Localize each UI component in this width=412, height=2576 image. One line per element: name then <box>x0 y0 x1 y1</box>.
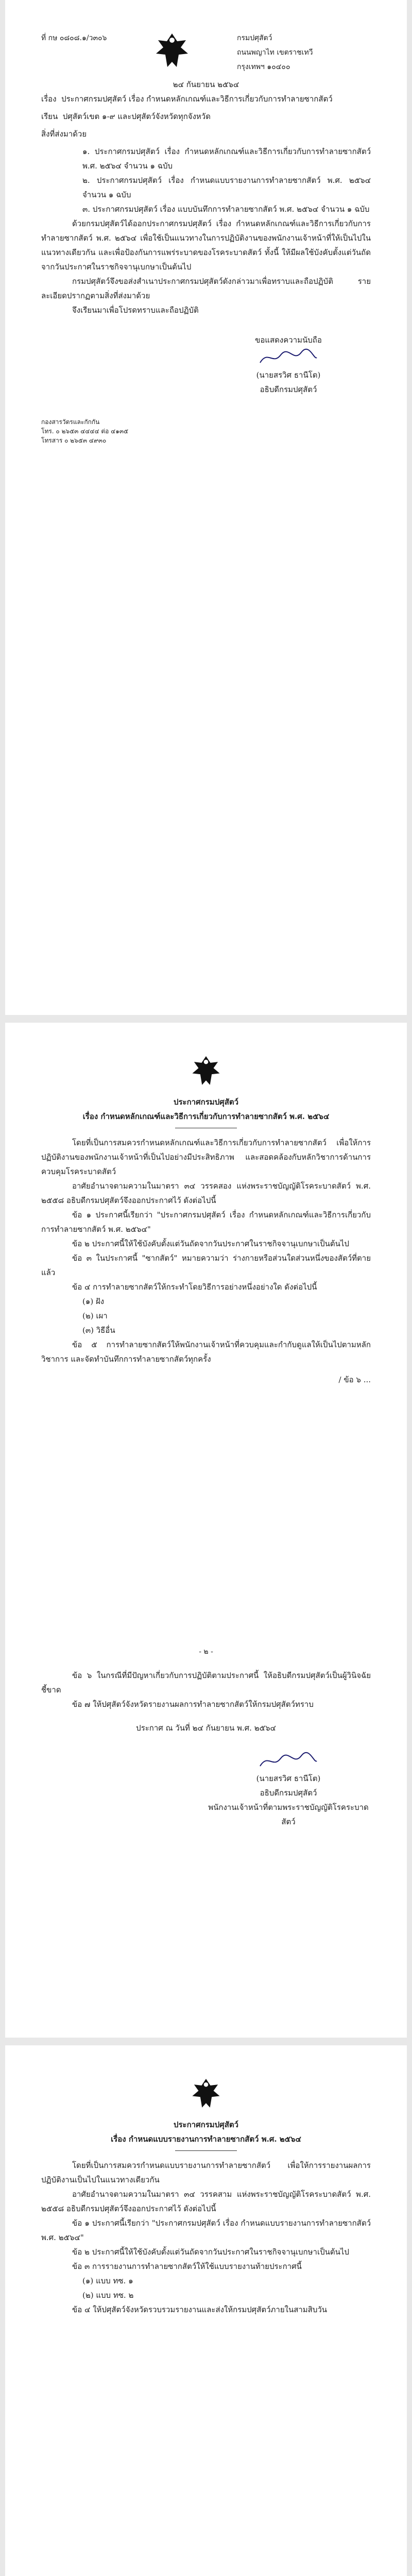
announcement-list-item: (๓) วิธีอื่น <box>82 1326 115 1335</box>
signer-name: (นายสรวิศ ธานีโต) <box>256 1774 321 1783</box>
signature-icon <box>258 347 319 368</box>
announcement-issuer: ประกาศกรมปศุสัตว์ <box>173 2120 239 2129</box>
announcement-paragraph: ข้อ ๓ การรายงานการทำลายซากสัตว์ให้ใช้แบบรายงานท้ายประกาศนี้ <box>72 2262 302 2271</box>
page-number: - ๒ - <box>199 1648 213 1656</box>
letter-paragraph: ด้วยกรมปศุสัตว์ได้ออกประกาศกรมปศุสัตว์ เรื่อง กำหนดหลักเกณฑ์และวิธีการเกี่ยวกับการทำลายซากสัตว์ พ.ศ. ๒๕๖๔ เพื่อใช้เป็นแนวทางในการปฏิบัติงานของพนักงานเจ้าหน้าที่ให้เป็นไปในแนวทางเดียวกัน และเพื่อป้องกันการแพร่ระบาดของโรคระบาดสัตว์ ทั้งนี้ ให้มีผลใช้บังคับตั้งแต่วันถัดจากวันประกาศในราชกิจจานุเบกษาเป็นต้นไป <box>41 219 371 272</box>
signer-title: พนักงานเจ้าหน้าที่ตามพระราชบัญญัติโรคระบาดสัตว์ <box>208 1803 369 1826</box>
enclosure-item: ๒. ประกาศกรมปศุสัตว์ เรื่อง กำหนดแบบรายงานการทำลายซากสัตว์ พ.ศ. ๒๕๖๔ จำนวน ๑ ฉบับ <box>82 176 371 199</box>
announcement-paragraph: ข้อ ๔ ให้ปศุสัตว์จังหวัดรวบรวมรายงานและส่งให้กรมปศุสัตว์ภายในสามสิบวัน <box>72 2305 328 2314</box>
divider <box>175 2150 237 2151</box>
announcement-paragraph: โดยที่เป็นการสมควรกำหนดแบบรายงานการทำลายซากสัตว์ เพื่อให้การรายงานผลการปฏิบัติงานเป็นไปในแนวทางเดียวกัน <box>41 2161 371 2184</box>
announcement-paragraph: อาศัยอำนาจตามความในมาตรา ๓๔ วรรคสาม แห่งพระราชบัญญัติโรคระบาดสัตว์ พ.ศ. ๒๕๕๘ อธิบดีกรมปศุสัตว์จึงออกประกาศไว้ ดังต่อไปนี้ <box>41 2190 371 2213</box>
announcement-paragraph: ข้อ ๑ ประกาศนี้เรียกว่า "ประกาศกรมปศุสัตว์ เรื่อง กำหนดหลักเกณฑ์และวิธีการเกี่ยวกับการทำลายซากสัตว์ พ.ศ. ๒๕๖๔" <box>41 1210 371 1234</box>
page-letter <box>5 0 407 1015</box>
letter-enclosures-label: สิ่งที่ส่งมาด้วย <box>41 129 87 139</box>
announcement-date: ประกาศ ณ วันที่ ๒๔ กันยายน พ.ศ. ๒๕๖๔ <box>136 1723 276 1733</box>
announcement-paragraph: ข้อ ๒ ประกาศนี้ให้ใช้บังคับตั้งแต่วันถัดจากวันประกาศในราชกิจจานุเบกษาเป็นต้นไป <box>72 1239 349 1248</box>
letter-header <box>41 31 371 77</box>
closing-phrase: ขอแสดงความนับถือ <box>255 335 322 345</box>
sender-address: กรมปศุสัตว์ ถนนพญาไท เขตราชเทวี กรุงเทพฯ ๑๐๔๐๐ <box>236 34 313 71</box>
announcement-list-item: (๒) แบบ ทซ. ๒ <box>82 2291 134 2300</box>
announcement-paragraph: ข้อ ๔ การทำลายซากสัตว์ให้กระทำโดยวิธีการอย่างหนึ่งอย่างใด ดังต่อไปนี้ <box>72 1282 317 1292</box>
letter-recipient: เรียน ปศุสัตว์เขต ๑-๙ และปศุสัตว์จังหวัดทุกจังหวัด <box>41 112 211 121</box>
announcement-list-item: (๒) เผา <box>82 1311 108 1320</box>
garuda-emblem-icon <box>154 31 190 72</box>
continuation-marker: / ข้อ ๖ ... <box>338 1375 371 1384</box>
announcement-subject: เรื่อง กำหนดหลักเกณฑ์และวิธีการเกี่ยวกับการทำลายซากสัตว์ พ.ศ. ๒๕๖๔ <box>82 1112 330 1121</box>
letter-paragraph: กรมปศุสัตว์จึงขอส่งสำเนาประกาศกรมปศุสัตว์ดังกล่าวมาเพื่อทราบและถือปฏิบัติ รายละเอียดปรากฏตามสิ่งที่ส่งมาด้วย <box>41 277 371 300</box>
letter-footer: กองสารวัตรและกักกัน โทร. ๐ ๒๖๕๓ ๔๔๔๔ ต่อ ๔๑๓๕ โทรสาร ๐ ๒๖๕๓ ๔๙๓๐ <box>41 418 129 444</box>
letter-signature-block <box>206 333 371 397</box>
letter-subject: เรื่อง ประกาศกรมปศุสัตว์ เรื่อง กำหนดหลักเกณฑ์และวิธีการเกี่ยวกับการทำลายซากสัตว์ <box>41 94 333 104</box>
announcement-list-item: (๑) ฝัง <box>82 1297 105 1306</box>
garuda-emblem-icon <box>191 1054 221 1090</box>
announcement-paragraph: อาศัยอำนาจตามความในมาตรา ๓๔ วรรคสอง แห่งพระราชบัญญัติโรคระบาดสัตว์ พ.ศ. ๒๕๕๘ อธิบดีกรมปศุสัตว์จึงออกประกาศไว้ ดังต่อไปนี้ <box>41 1181 371 1205</box>
announcement-paragraph: ข้อ ๗ ให้ปศุสัตว์จังหวัดรายงานผลการทำลายซากสัตว์ให้กรมปศุสัตว์ทราบ <box>72 1700 314 1709</box>
announcement-issuer: ประกาศกรมปศุสัตว์ <box>173 1097 239 1107</box>
page-announcement-2 <box>5 2045 407 2576</box>
announcement-paragraph: ข้อ ๓ ในประกาศนี้ "ซากสัตว์" หมายความว่า ร่างกายหรือส่วนใดส่วนหนึ่งของสัตว์ที่ตายแล้ว <box>41 1253 371 1277</box>
signature-icon <box>258 1751 319 1771</box>
announcement-1-page-2 <box>41 1645 371 1829</box>
announcement-list-item: (๑) แบบ ทซ. ๑ <box>82 2276 133 2285</box>
signer-name: (นายสรวิศ ธานีโต) <box>256 370 321 380</box>
enclosure-item: ๑. ประกาศกรมปศุสัตว์ เรื่อง กำหนดหลักเกณฑ์และวิธีการเกี่ยวกับการทำลายซากสัตว์ พ.ศ. ๒๕๖๔ จำนวน ๑ ฉบับ <box>82 147 371 171</box>
announcement-paragraph: ข้อ ๖ ในกรณีที่มีปัญหาเกี่ยวกับการปฏิบัติตามประกาศนี้ ให้อธิบดีกรมปศุสัตว์เป็นผู้วินิจฉัยชี้ขาด <box>41 1671 371 1694</box>
page-announcement-1 <box>5 1023 407 2038</box>
garuda-emblem-icon <box>191 2076 221 2112</box>
announcement-paragraph: ข้อ ๑ ประกาศนี้เรียกว่า "ประกาศกรมปศุสัตว์ เรื่อง กำหนดแบบรายงานการทำลายซากสัตว์ พ.ศ. ๒๕๖๔" <box>41 2218 371 2242</box>
letter-date: ๒๔ กันยายน ๒๕๖๔ <box>173 80 239 89</box>
letter-paragraph: จึงเรียนมาเพื่อโปรดทราบและถือปฏิบัติ <box>72 306 199 315</box>
signer-title: อธิบดีกรมปศุสัตว์ <box>260 1788 317 1798</box>
announcement-paragraph: ข้อ ๕ การทำลายซากสัตว์ให้พนักงานเจ้าหน้าที่ควบคุมและกำกับดูแลให้เป็นไปตามหลักวิชาการ และจัดทำบันทึกการทำลายซากสัตว์ทุกครั้ง <box>41 1340 371 1364</box>
announcement-subject: เรื่อง กำหนดแบบรายงานการทำลายซากสัตว์ พ.ศ. ๒๕๖๔ <box>111 2134 301 2144</box>
document-number: ที่ กษ ๐๘๐๘.๑/ว๓๐๖ <box>41 34 107 42</box>
enclosure-item: ๓. ประกาศกรมปศุสัตว์ เรื่อง แบบบันทึกการทำลายซากสัตว์ พ.ศ. ๒๕๖๔ จำนวน ๑ ฉบับ <box>82 205 370 214</box>
announcement-signature-block <box>206 1751 371 1829</box>
announcement-paragraph: โดยที่เป็นการสมควรกำหนดหลักเกณฑ์และวิธีการเกี่ยวกับการทำลายซากสัตว์ เพื่อให้การปฏิบัติงานของพนักงานเจ้าหน้าที่เป็นไปอย่างมีประสิทธิภาพ และสอดคล้องกับหลักวิชาการด้านการควบคุมโรคระบาดสัตว์ <box>41 1138 371 1176</box>
announcement-paragraph: ข้อ ๒ ประกาศนี้ให้ใช้บังคับตั้งแต่วันถัดจากวันประกาศในราชกิจจานุเบกษาเป็นต้นไป <box>72 2247 349 2257</box>
signer-title: อธิบดีกรมปศุสัตว์ <box>260 385 317 394</box>
